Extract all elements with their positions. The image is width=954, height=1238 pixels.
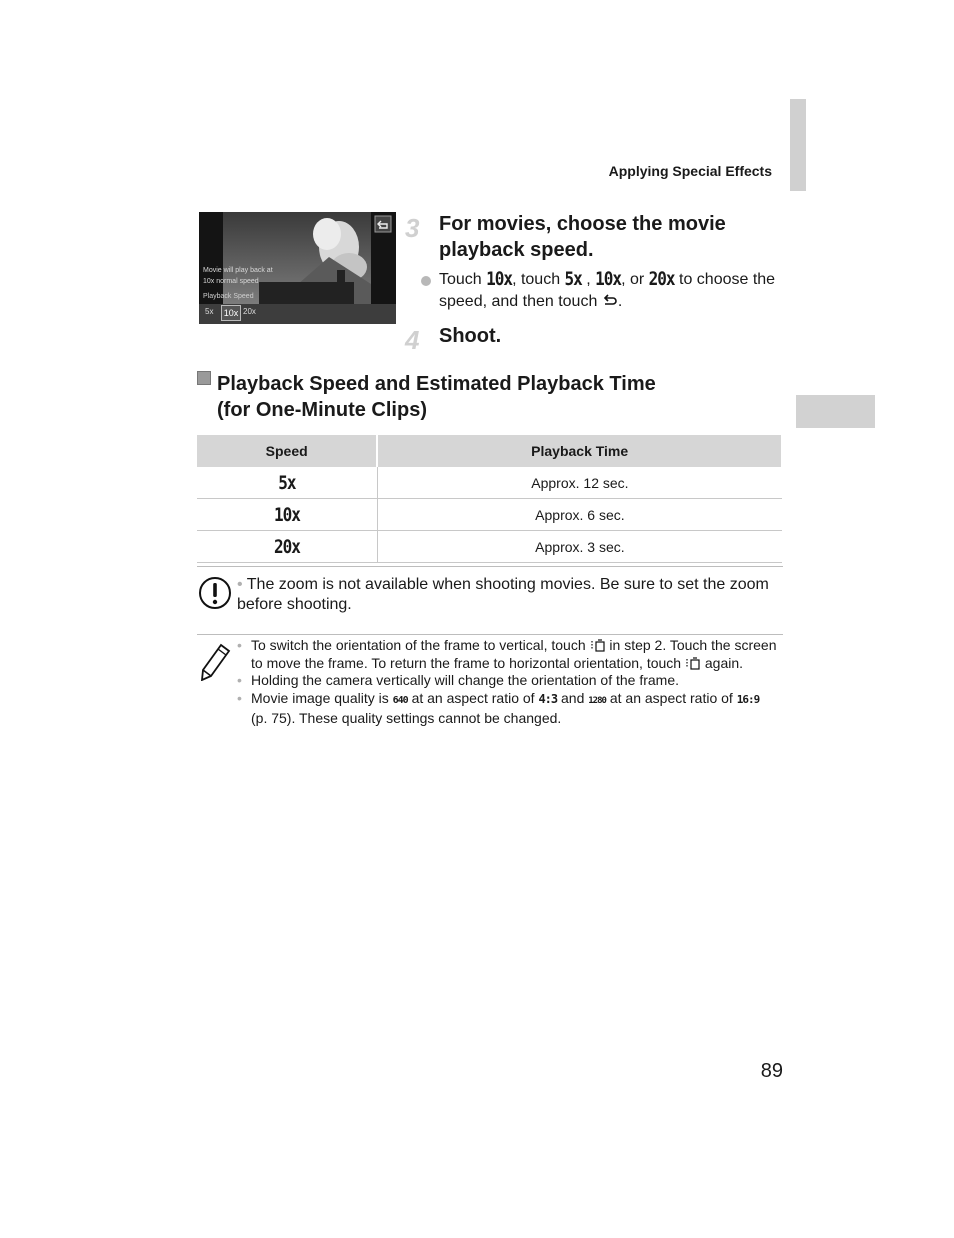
- bullet-icon: •: [237, 637, 242, 653]
- list-item: • Holding the camera vertically will change the orientation of the frame.: [237, 672, 679, 688]
- speed-5x-icon: 5x: [278, 471, 296, 494]
- table-row: [197, 499, 782, 531]
- header-playback-time: Playback Time: [377, 435, 782, 467]
- playback-time-cell: Approx. 12 sec.: [377, 467, 782, 499]
- aspect-4-3-icon: 4:3: [538, 691, 558, 706]
- bullet-icon: •: [237, 672, 242, 688]
- frame-orientation-icon: [590, 639, 606, 652]
- speed-table: [197, 435, 783, 563]
- section-square-icon: [197, 371, 211, 385]
- quality-1280-icon: 1280: [588, 695, 606, 706]
- playback-time-cell: Approx. 6 sec.: [377, 499, 782, 531]
- notes-list: [237, 637, 777, 728]
- page-number: 89: [760, 1060, 783, 1082]
- quality-640-icon: 640: [392, 694, 408, 706]
- table-row: [197, 531, 782, 563]
- bullet-icon: [421, 273, 431, 291]
- note-top-rule: [197, 634, 783, 635]
- speed-20x-icon: 20x: [273, 535, 300, 558]
- bullet-icon: •: [237, 689, 242, 706]
- screen-speed-20x[interactable]: 20x: [243, 307, 256, 316]
- step-4-title: Shoot.: [439, 325, 502, 347]
- speed-10x-icon: 10x: [486, 267, 513, 290]
- running-head: Applying Special Effects: [608, 163, 772, 179]
- speed-5x-icon: 5x: [564, 267, 582, 290]
- chapter-side-tab: [790, 99, 806, 191]
- screen-speed-5x[interactable]: 5x: [205, 307, 214, 316]
- bullet-icon: •: [237, 576, 243, 593]
- camera-screen-image: [199, 212, 396, 324]
- section-title: Playback Speed and Estimated Playback Time (for One-Minute Clips): [217, 373, 656, 421]
- speed-10x-icon: 10x: [595, 267, 622, 290]
- chapter-index-tab: [796, 395, 875, 428]
- table-row: [197, 467, 782, 499]
- step-4-number: 4: [405, 325, 420, 355]
- playback-time-cell: Approx. 3 sec.: [377, 531, 782, 563]
- frame-orientation-icon: [685, 657, 701, 670]
- screen-label: Playback Speed: [203, 293, 254, 300]
- table-header-row: [197, 435, 782, 467]
- step-3-title: For movies, choose the movie playback speed.: [439, 213, 726, 261]
- caution-icon: [198, 576, 232, 610]
- speed-10x-icon: 10x: [273, 503, 300, 526]
- screen-speed-10x[interactable]: 10x: [221, 305, 241, 321]
- list-item: • To switch the orientation of the frame to vertical, touch in step 2. Touch the screen to move the frame. To return the frame to horizontal orientation, touch again.: [237, 637, 777, 671]
- speed-20x-icon: 20x: [648, 267, 675, 290]
- caution-text: • The zoom is not available when shooting movies. Be sure to set the zoom before shooting.: [237, 576, 769, 613]
- header-speed: Speed: [197, 435, 377, 467]
- caution-top-rule: [197, 566, 783, 567]
- return-icon: [602, 293, 618, 307]
- step-3-number: 3: [405, 213, 420, 243]
- step-3-instruction: Touch 10x, touch 5x , 10x, or 20x to choose the speed, and then touch .: [439, 267, 776, 310]
- screen-caption: Movie will play back at 10x normal speed: [203, 267, 273, 285]
- pencil-icon: [199, 643, 231, 681]
- aspect-16-9-icon: 16:9: [736, 692, 760, 706]
- list-item: • Movie image quality is 640 at an aspect ratio of 4:3 and 1280 at an aspect ratio of 16:9 (p. 75). These quality settings cannot be changed.: [237, 689, 760, 726]
